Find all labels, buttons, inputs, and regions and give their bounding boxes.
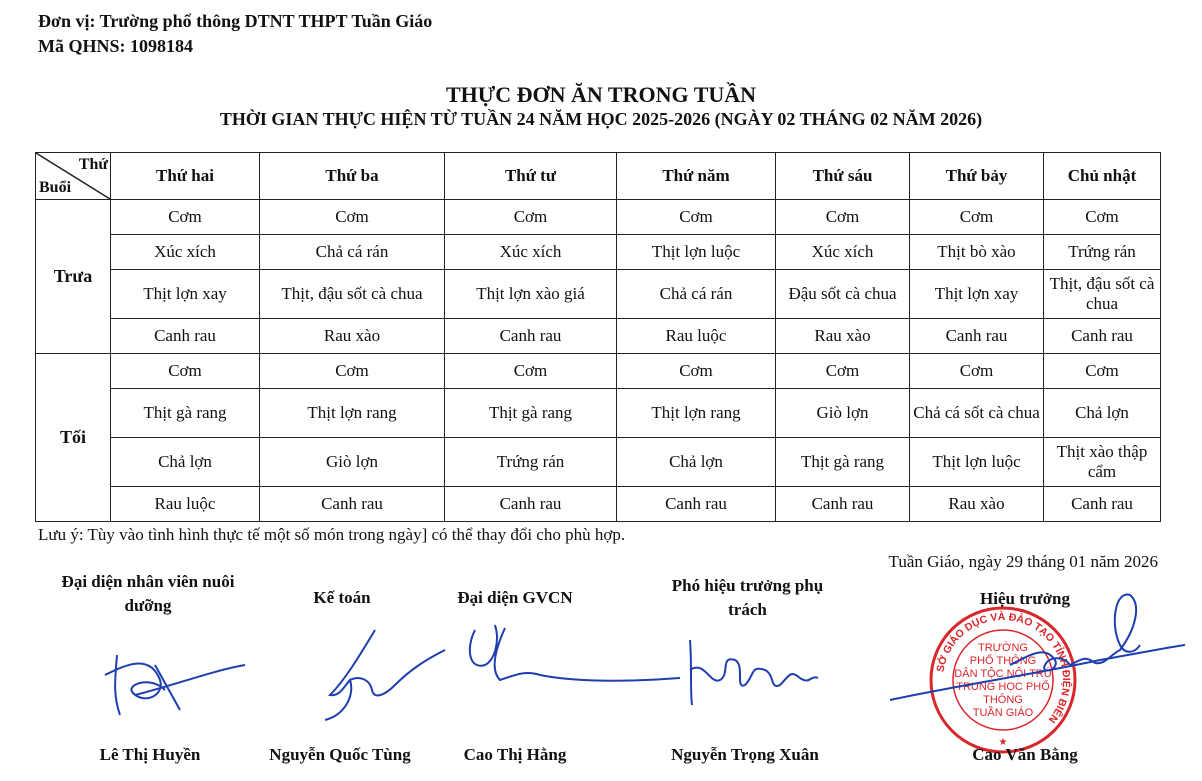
dish-cell: Trứng rán (445, 438, 617, 487)
weekly-menu-table (35, 152, 1161, 522)
document-subtitle: THỜI GIAN THỰC HIỆN TỪ TUẦN 24 NĂM HỌC 2025-2026 (NGÀY 02 THÁNG 02 NĂM 2026) (219, 109, 983, 129)
dish-cell: Canh rau (260, 487, 445, 522)
signature-tung (300, 625, 450, 725)
dish-cell: Giò lợn (776, 389, 910, 438)
seal-star-icon: ★ (998, 737, 1008, 748)
corner-day-label: Thứ (78, 156, 108, 173)
dish-cell: Thịt lợn rang (260, 389, 445, 438)
dish-cell: Chả cá rán (260, 235, 445, 270)
seal-line: TRƯỜNG (978, 642, 1028, 654)
dish-cell: Cơm (445, 354, 617, 389)
dish-cell: Cơm (111, 200, 260, 235)
dish-cell: Thịt lợn xào giá (445, 270, 617, 319)
signer-name-bang: Cao Văn Bằng (972, 745, 1078, 764)
signer-name-huyen: Lê Thị Huyền (99, 745, 201, 764)
signature-role-kitchen: Đại diện nhân viên nuôi dưỡng (61, 572, 235, 615)
dish-cell: Cơm (1044, 200, 1161, 235)
dish-cell: Cơm (910, 354, 1044, 389)
dish-cell: Thịt gà rang (111, 389, 260, 438)
dish-cell: Chả cá sốt cà chua (910, 389, 1044, 438)
document-title: THỰC ĐƠN ĂN TRONG TUẦN (445, 82, 757, 107)
dish-cell: Cơm (445, 200, 617, 235)
dish-cell: Thịt, đậu sốt cà chua (1044, 270, 1161, 319)
signature-huyen (95, 635, 255, 725)
dish-cell: Thịt bò xào (910, 235, 1044, 270)
dish-cell: Cơm (776, 354, 910, 389)
seal-ring-text: SỞ GIÁO DỤC VÀ ĐÀO TẠO TỈNH ĐIỆN BIÊN (934, 610, 1073, 726)
dish-cell: Thịt xào thập cẩm (1044, 438, 1161, 487)
dish-cell: Thịt lợn luộc (617, 235, 776, 270)
dish-cell: Thịt lợn xay (910, 270, 1044, 319)
dish-cell: Thịt lợn rang (617, 389, 776, 438)
seal-line: TUẦN GIÁO (972, 707, 1034, 719)
signature-xuan (680, 630, 830, 715)
dish-cell: Canh rau (1044, 319, 1161, 354)
dish-cell: Thịt gà rang (776, 438, 910, 487)
dish-cell: Canh rau (1044, 487, 1161, 522)
table-row (36, 354, 1161, 389)
dish-cell: Canh rau (445, 319, 617, 354)
document-header (38, 9, 432, 59)
dish-cell: Rau luộc (617, 319, 776, 354)
dish-cell: Chả cá rán (617, 270, 776, 319)
dish-cell: Rau xào (910, 487, 1044, 522)
dish-cell: Canh rau (445, 487, 617, 522)
dish-cell: Thịt gà rang (445, 389, 617, 438)
table-row (36, 235, 1161, 270)
signature-role-principal: Hiệu trưởng (980, 589, 1070, 608)
table-header-row (36, 153, 1161, 200)
table-row (36, 200, 1161, 235)
dish-cell: Thịt lợn xay (111, 270, 260, 319)
dish-cell: Xúc xích (445, 235, 617, 270)
day-header: Thứ hai (111, 153, 260, 200)
signer-name-xuan: Nguyễn Trọng Xuân (671, 745, 819, 764)
dish-cell: Xúc xích (111, 235, 260, 270)
day-header: Chủ nhật (1044, 153, 1161, 200)
corner-cell (36, 153, 111, 200)
session-label-lunch: Trưa (36, 200, 111, 354)
dish-cell: Canh rau (111, 319, 260, 354)
dish-cell: Chả lợn (617, 438, 776, 487)
table-row (36, 319, 1161, 354)
signer-name-hang: Cao Thị Hằng (463, 745, 567, 764)
dish-cell: Thịt, đậu sốt cà chua (260, 270, 445, 319)
table-row (36, 438, 1161, 487)
dish-cell: Cơm (776, 200, 910, 235)
day-header: Thứ tư (445, 153, 617, 200)
signature-role-vice-principal: Phó hiệu trưởng phụ trách (671, 576, 824, 619)
table-row (36, 389, 1161, 438)
dish-cell: Chả lợn (1044, 389, 1161, 438)
dish-cell: Đậu sốt cà chua (776, 270, 910, 319)
menu-note: Lưu ý: Tùy vào tình hình thực tế một số món trong ngày] có thể thay đổi cho phù hợp. (38, 525, 626, 544)
seal-line: DÂN TỘC NỘI TRÚ (954, 668, 1052, 680)
dish-cell: Chả lợn (111, 438, 260, 487)
dish-cell: Xúc xích (776, 235, 910, 270)
unit-line: Đơn vị: Trường phổ thông DTNT THPT Tuần Giáo (38, 11, 433, 31)
table-row (36, 270, 1161, 319)
budget-code-line: Mã QHNS: 1098184 (38, 36, 193, 56)
session-label-dinner: Tối (36, 354, 111, 522)
day-header: Thứ sáu (776, 153, 910, 200)
dish-cell: Cơm (1044, 354, 1161, 389)
dish-cell: Cơm (260, 200, 445, 235)
day-header: Thứ ba (260, 153, 445, 200)
dish-cell: Thịt lợn luộc (910, 438, 1044, 487)
signature-role-accountant: Kế toán (313, 588, 371, 607)
seal-line: PHỔ THÔNG (969, 655, 1037, 667)
corner-session-label: Buổi (39, 179, 72, 196)
place-date: Tuần Giáo, ngày 29 tháng 01 năm 2026 (888, 552, 1158, 571)
signer-name-tung: Nguyễn Quốc Tùng (269, 745, 411, 764)
dish-cell: Giò lợn (260, 438, 445, 487)
dish-cell: Cơm (910, 200, 1044, 235)
table-row (36, 487, 1161, 522)
dish-cell: Canh rau (776, 487, 910, 522)
day-header: Thứ bảy (910, 153, 1044, 200)
seal-line: TRUNG HỌC PHỔ THÔNG (956, 681, 1050, 706)
signature-hang (455, 620, 685, 690)
day-header: Thứ năm (617, 153, 776, 200)
dish-cell: Trứng rán (1044, 235, 1161, 270)
dish-cell: Cơm (617, 200, 776, 235)
signature-bang (880, 585, 1190, 715)
dish-cell: Cơm (111, 354, 260, 389)
dish-cell: Cơm (617, 354, 776, 389)
dish-cell: Cơm (260, 354, 445, 389)
dish-cell: Canh rau (617, 487, 776, 522)
dish-cell: Rau luộc (111, 487, 260, 522)
signature-role-homeroom: Đại diện GVCN (457, 588, 573, 607)
dish-cell: Canh rau (910, 319, 1044, 354)
dish-cell: Rau xào (776, 319, 910, 354)
dish-cell: Rau xào (260, 319, 445, 354)
